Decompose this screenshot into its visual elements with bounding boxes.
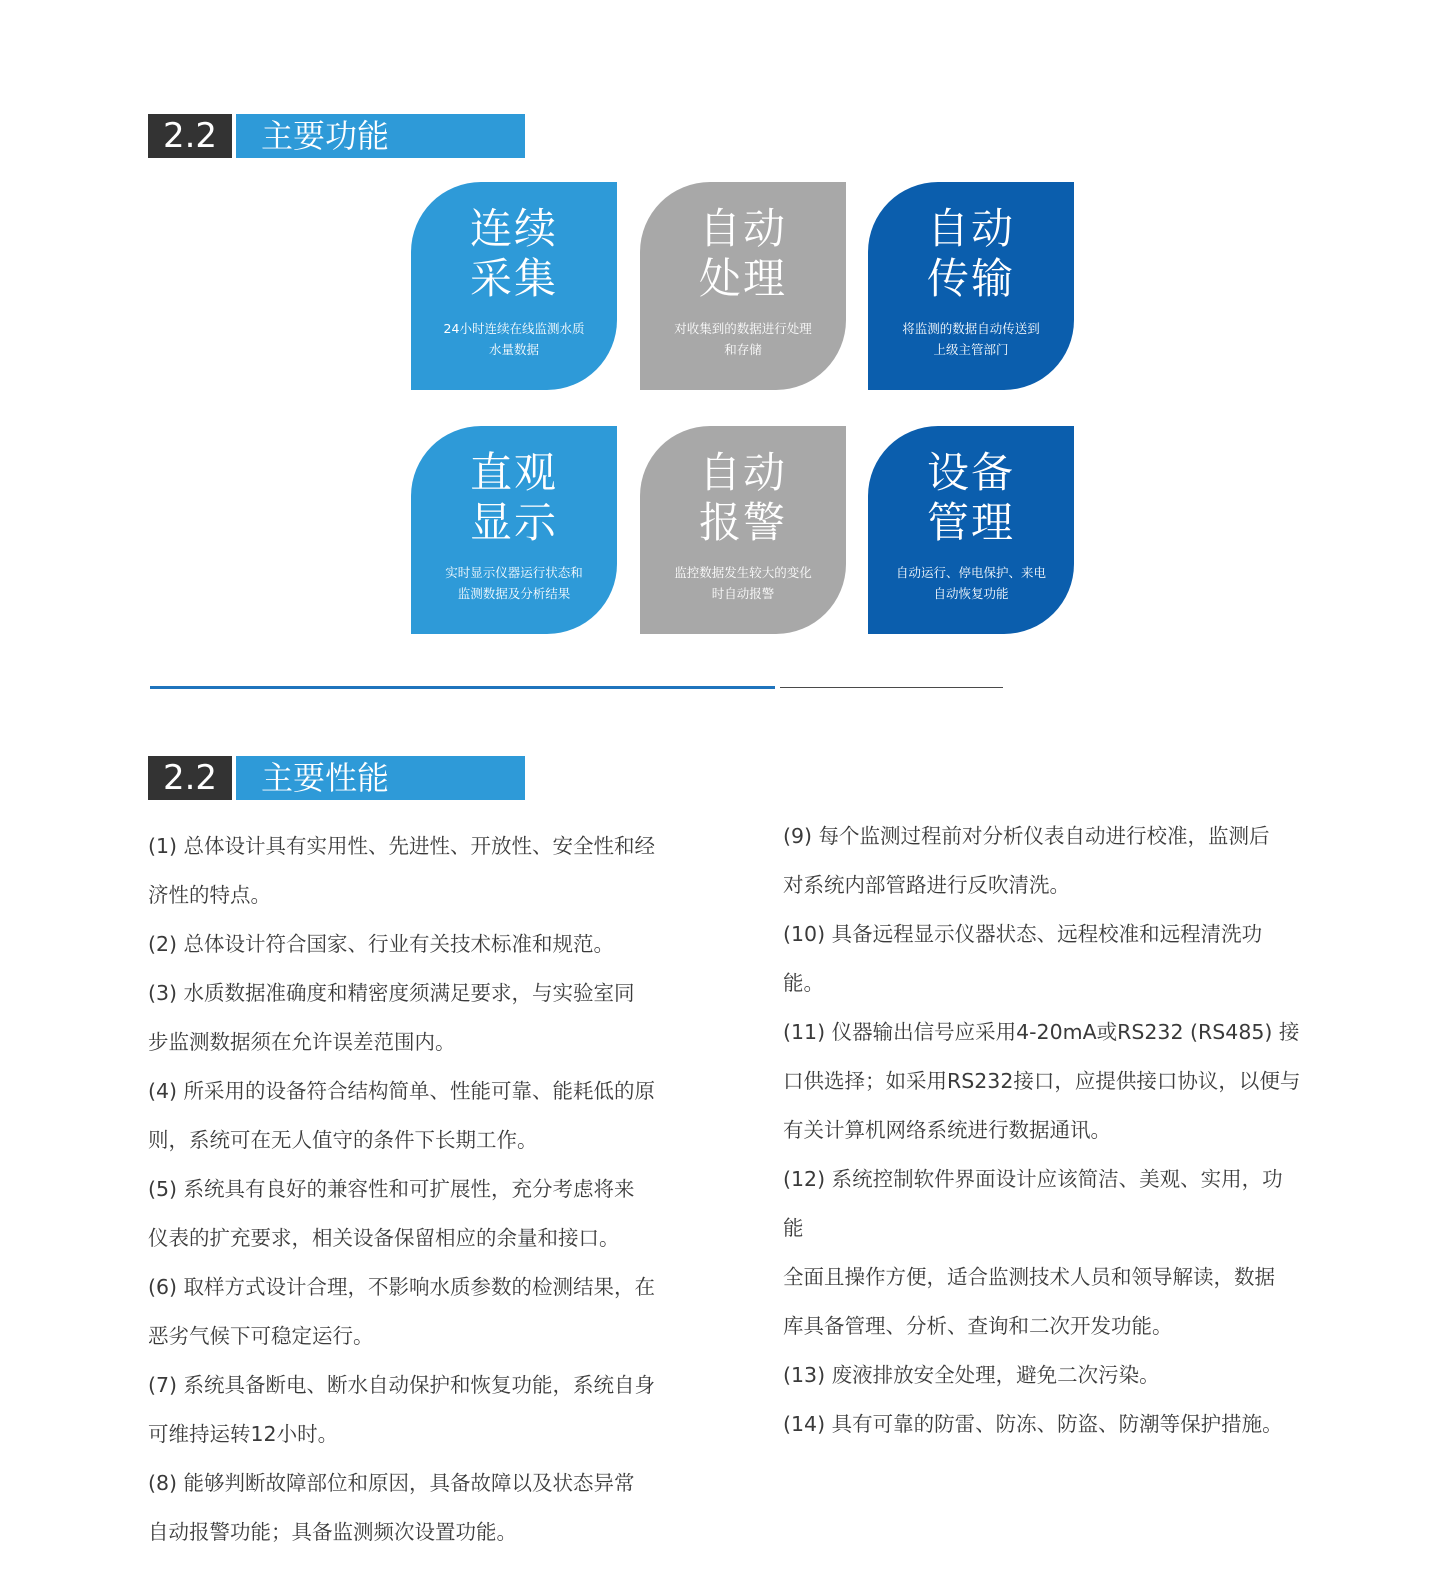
text-line: 能。 xyxy=(783,971,824,995)
card-description: 实时显示仪器运行状态和 监测数据及分析结果 xyxy=(445,565,583,601)
text-line: 库具备管理、分析、查询和二次开发功能。 xyxy=(783,1314,1173,1338)
performance-list-left xyxy=(148,822,668,1557)
card-title: 直观 显示 xyxy=(469,448,558,547)
feature-card-auto-transmission xyxy=(868,182,1074,390)
card-description: 24小时连续在线监测水质 水量数据 xyxy=(443,321,585,357)
text-line: (1) 总体设计具有实用性、先进性、开放性、安全性和经 xyxy=(148,834,656,858)
text-line: 有关计算机网络系统进行数据通讯。 xyxy=(783,1118,1111,1142)
card-description: 监控数据发生较大的变化 时自动报警 xyxy=(674,565,812,601)
feature-card-auto-alarm xyxy=(640,426,846,634)
card-description: 将监测的数据自动传送到 上级主管部门 xyxy=(902,321,1040,357)
text-line: 全面且操作方便，适合监测技术人员和领导解读，数据 xyxy=(783,1265,1275,1289)
text-line: 恶劣气候下可稳定运行。 xyxy=(148,1324,374,1348)
text-line: 则，系统可在无人值守的条件下长期工作。 xyxy=(148,1128,538,1152)
text-line: (2) 总体设计符合国家、行业有关技术标准和规范。 xyxy=(148,932,615,956)
text-line: (13) 废液排放安全处理，避免二次污染。 xyxy=(783,1363,1160,1387)
section-header-functions xyxy=(148,114,525,158)
feature-card-continuous-collection xyxy=(411,182,617,390)
text-line: (7) 系统具备断电、断水自动保护和恢复功能，系统自身 xyxy=(148,1373,656,1397)
card-title: 连续 采集 xyxy=(469,204,558,303)
text-line: 对系统内部管路进行反吹清洗。 xyxy=(783,873,1070,897)
card-description: 自动运行、停电保护、来电 自动恢复功能 xyxy=(895,565,1046,601)
card-title: 自动 报警 xyxy=(698,448,787,547)
text-line: (3) 水质数据准确度和精密度须满足要求，与实验室同 xyxy=(148,981,635,1005)
text-line: 可维持运转12小时。 xyxy=(148,1422,339,1446)
text-line: (6) 取样方式设计合理，不影响水质参数的检测结果，在 xyxy=(148,1275,656,1299)
text-line: (5) 系统具有良好的兼容性和可扩展性，充分考虑将来 xyxy=(148,1177,635,1201)
text-line: 步监测数据须在允许误差范围内。 xyxy=(148,1030,456,1054)
text-line: 仪表的扩充要求，相关设备保留相应的余量和接口。 xyxy=(148,1226,620,1250)
text-line: 济性的特点。 xyxy=(148,883,271,907)
card-description: 对收集到的数据进行处理 和存储 xyxy=(674,321,812,357)
section-number: 2.2 xyxy=(148,756,232,800)
section-header-performance xyxy=(148,756,525,800)
divider-grey xyxy=(780,687,1003,688)
text-line: (8) 能够判断故障部位和原因，具备故障以及状态异常 xyxy=(148,1471,635,1495)
text-line: (9) 每个监测过程前对分析仪表自动进行校准，监测后 xyxy=(783,824,1270,848)
section-title: 主要性能 xyxy=(236,756,525,800)
text-line: (11) 仪器输出信号应采用4-20mA或RS232 (RS485) 接 xyxy=(783,1020,1300,1044)
divider-blue xyxy=(150,686,775,689)
performance-list-right xyxy=(783,812,1303,1449)
card-title: 设备 管理 xyxy=(926,448,1015,547)
section-title: 主要功能 xyxy=(236,114,525,158)
card-title: 自动 处理 xyxy=(698,204,787,303)
text-line: (14) 具有可靠的防雷、防冻、防盗、防潮等保护措施。 xyxy=(783,1412,1283,1436)
text-line: 自动报警功能；具备监测频次设置功能。 xyxy=(148,1520,517,1544)
text-line: (4) 所采用的设备符合结构简单、性能可靠、能耗低的原 xyxy=(148,1079,656,1103)
text-line: 口供选择；如采用RS232接口，应提供接口协议，以便与 xyxy=(783,1069,1301,1093)
feature-card-visual-display xyxy=(411,426,617,634)
section-number: 2.2 xyxy=(148,114,232,158)
text-line: (12) 系统控制软件界面设计应该简洁、美观、实用，功能 xyxy=(783,1167,1283,1240)
feature-card-auto-processing xyxy=(640,182,846,390)
card-title: 自动 传输 xyxy=(926,204,1015,303)
text-line: (10) 具备远程显示仪器状态、远程校准和远程清洗功 xyxy=(783,922,1263,946)
feature-card-device-management xyxy=(868,426,1074,634)
